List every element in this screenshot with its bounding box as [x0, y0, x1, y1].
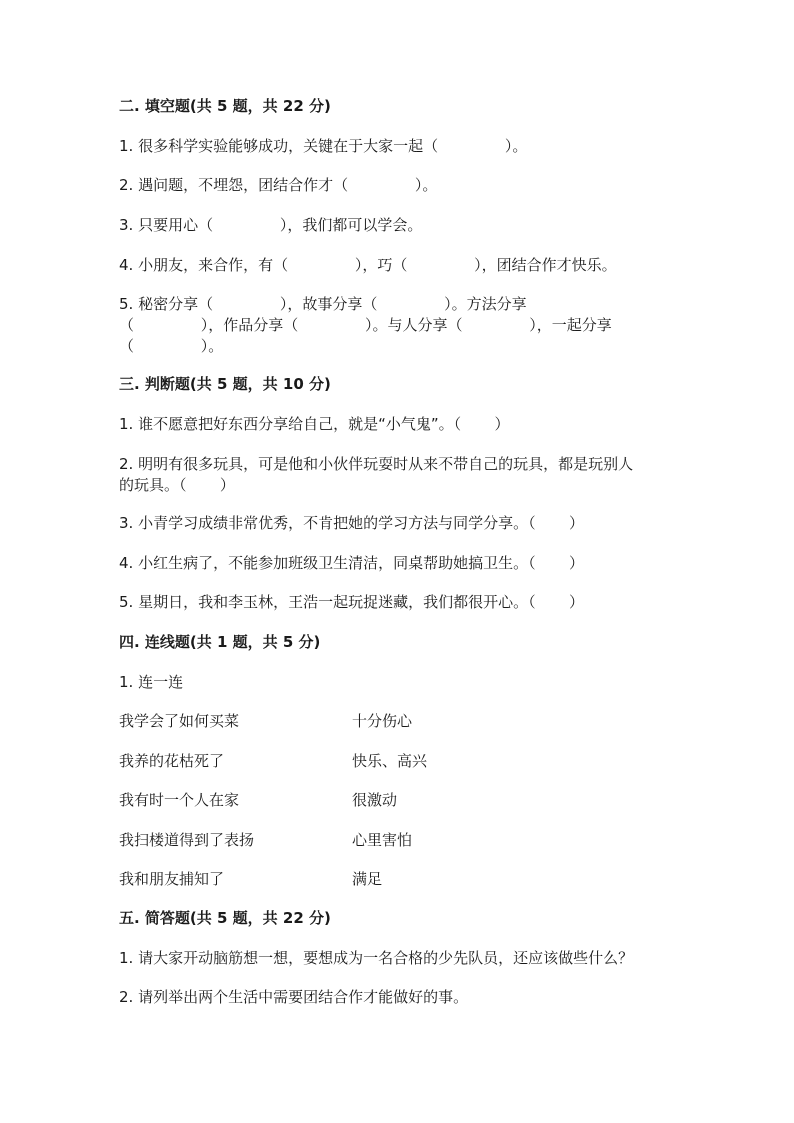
question-text: 2. 遇问题，不埋怨，团结合作才（ ）。 [119, 176, 438, 194]
match-left-item: 我有时一个人在家 [119, 791, 240, 809]
match-right-item: 心里害怕 [352, 831, 413, 849]
match-left-item: 我和朋友捕知了 [119, 870, 225, 888]
match-right-item: 十分伤心 [352, 712, 413, 730]
question-text: （ ），作品分享（ ）。与人分享（ ），一起分享 [119, 316, 612, 334]
question-text: （ ）。 [119, 337, 224, 355]
section-heading-true-false: 三. 判断题(共 5 题，共 10 分) [119, 375, 331, 393]
section-heading-fill-blank: 二. 填空题(共 5 题，共 22 分) [119, 97, 331, 115]
section-heading-short-answer: 五. 简答题(共 5 题，共 22 分) [119, 909, 331, 927]
match-left-item: 我养的花枯死了 [119, 752, 225, 770]
question-text: 1. 连一连 [119, 673, 184, 691]
section-heading-matching: 四. 连线题(共 1 题，共 5 分) [119, 633, 321, 651]
match-right-item: 满足 [352, 870, 383, 888]
question-text: 4. 小朋友，来合作，有（ ），巧（ ），团结合作才快乐。 [119, 256, 617, 274]
match-left-item: 我学会了如何买菜 [119, 712, 240, 730]
question-text: 5. 秘密分享（ ），故事分享（ ）。方法分享 [119, 295, 527, 313]
question-text: 5. 星期日，我和李玉林，王浩一起玩捉迷藏，我们都很开心。（ ） [119, 593, 584, 611]
question-text: 3. 只要用心（ ），我们都可以学会。 [119, 216, 423, 234]
question-text: 1. 谁不愿意把好东西分享给自己，就是“小气鬼”。（ ） [119, 415, 510, 433]
question-text: 4. 小红生病了，不能参加班级卫生清洁，同桌帮助她搞卫生。（ ） [119, 554, 584, 572]
question-text: 1. 请大家开动脑筋想一想，要想成为一名合格的少先队员，还应该做些什么？ [119, 949, 634, 967]
match-left-item: 我扫楼道得到了表扬 [119, 831, 255, 849]
match-right-item: 快乐、高兴 [352, 752, 428, 770]
match-right-item: 很激动 [352, 791, 398, 809]
question-text: 3. 小青学习成绩非常优秀，不肯把她的学习方法与同学分享。（ ） [119, 514, 584, 532]
question-text: 2. 明明有很多玩具，可是他和小伙伴玩耍时从来不带自己的玩具，都是玩别人 [119, 455, 634, 473]
question-text: 的玩具。（ ） [119, 476, 235, 494]
question-text: 2. 请列举出两个生活中需要团结合作才能做好的事。 [119, 988, 469, 1006]
question-text: 1. 很多科学实验能够成功，关键在于大家一起（ ）。 [119, 137, 528, 155]
